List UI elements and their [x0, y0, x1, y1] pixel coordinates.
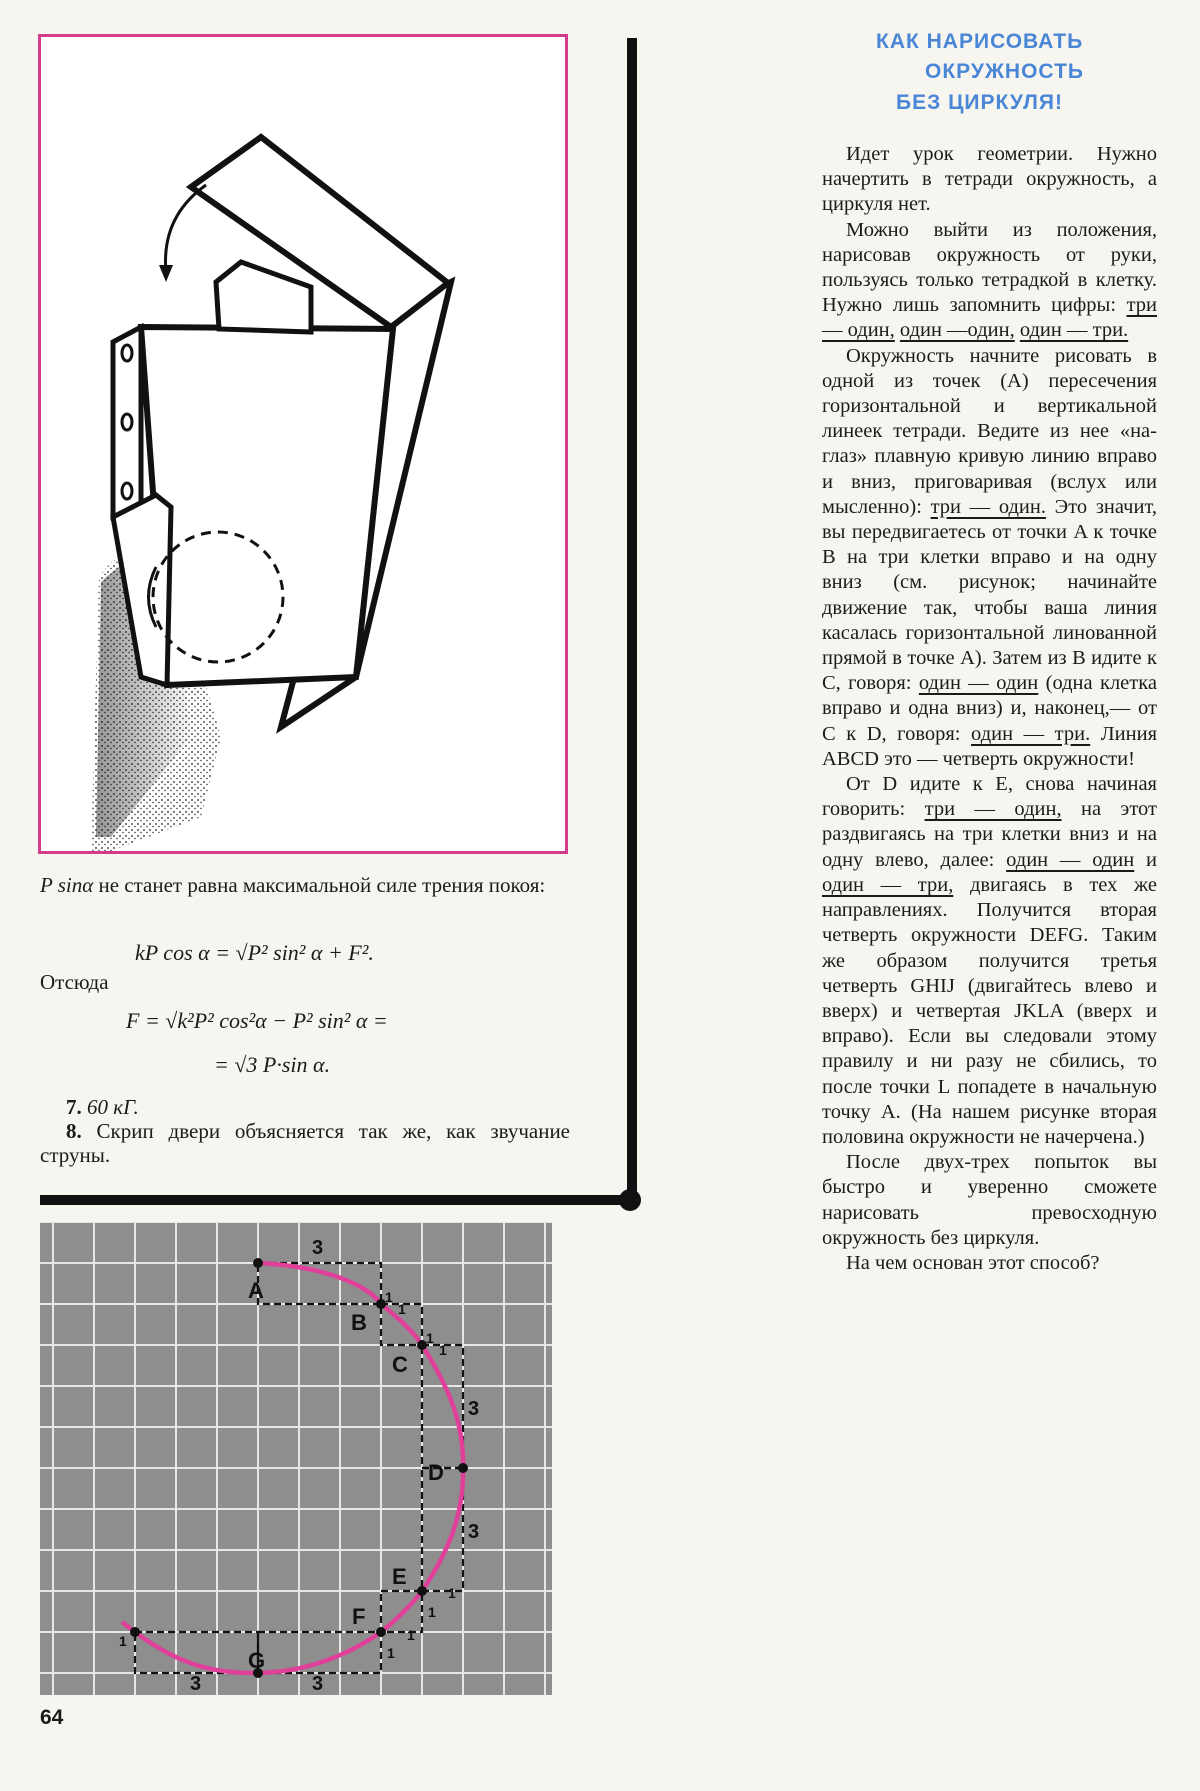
- step-label-ab-1: 1: [385, 1289, 393, 1305]
- label-point-e: E: [392, 1564, 407, 1589]
- step-label-gh-3: 3: [190, 1673, 202, 1695]
- step-label-de-1: 1: [448, 1585, 456, 1601]
- grid-background: [40, 1222, 552, 1695]
- label-point-g: G: [248, 1648, 266, 1673]
- label-point-f: F: [352, 1604, 366, 1629]
- otsyuda-label: Отсюда: [40, 970, 109, 994]
- point-d: [458, 1463, 468, 1473]
- step-label-bc-1a: 1: [398, 1301, 406, 1317]
- label-point-d: D: [428, 1460, 444, 1485]
- rule-phrase-1: три — один,: [822, 294, 1157, 342]
- step-label-fg-3: 3: [312, 1673, 324, 1695]
- article-body: [822, 142, 1157, 1276]
- answer-item-7-number: 7.: [66, 1095, 82, 1119]
- point-e: [417, 1586, 427, 1596]
- divider-dot: [619, 1189, 641, 1211]
- rule-phrase-2: один —один,: [899, 319, 1015, 342]
- page-number: 64: [40, 1706, 64, 1729]
- answer-item-8: [40, 1119, 570, 1167]
- step-label-gh-1: 1: [119, 1633, 127, 1649]
- article-p3-text-c: (одна клетка вправо и одна вниз) и, наконец,— от C к D, говоря:: [822, 672, 1157, 745]
- p3-phrase-3: один — три.: [971, 722, 1091, 745]
- door-hinge-drawing: [41, 37, 565, 851]
- article-paragraph-1: Идет урок геометрии. Нужно начертить в тетради окружность, а циркуля нет.: [822, 143, 1157, 216]
- article-paragraph-4: [822, 772, 1157, 1150]
- formula-3: = √3 P·sin α.: [214, 1052, 331, 1077]
- p3-phrase-2: один — один: [918, 672, 1039, 695]
- article-paragraph-3: [822, 344, 1157, 772]
- formula-2: F = √k²P² cos²α − P² sin² α =: [126, 1008, 388, 1033]
- p3-phrase-1: три — один.: [930, 495, 1046, 518]
- point-f: [376, 1627, 386, 1637]
- article-p3-text-d: Линия ABCD это — четверть окружности!: [822, 722, 1158, 770]
- answers-para1-formula: P sinα: [40, 873, 94, 897]
- rule-phrase-3: один — три.: [1019, 319, 1129, 342]
- article-p4-text-b: на этот раздвигаясь на три клетки вниз и на одну влево, далее:: [822, 798, 1157, 871]
- p4-phrase-3: один — три,: [822, 873, 954, 896]
- circle-grid-svg: [40, 1222, 552, 1695]
- answers-para1: [40, 873, 570, 897]
- point-h: [130, 1627, 140, 1637]
- step-label-ab-3: 3: [312, 1237, 324, 1259]
- step-label-bc-1b: 1: [426, 1330, 434, 1346]
- answer-item-7-text: 60 кГ.: [87, 1095, 139, 1119]
- answer-item-8-text: Скрип двери объясняется так же, как звучание струны.: [40, 1119, 570, 1167]
- step-label-de-3: 3: [468, 1521, 480, 1543]
- answer-item-8-number: 8.: [66, 1119, 82, 1143]
- article-p3-text-b: Это значит, вы передвигаетесь от точки A к точке B на три клетки вправо и на одну вниз (см. рисунок; начинайте движение так, чтобы ваша линия касалась горизонтальной линованной прямой в точке A). Затем из B идите к C, говоря:: [822, 495, 1157, 695]
- p4-phrase-1: три — один,: [924, 798, 1062, 821]
- point-a: [253, 1258, 263, 1268]
- horizontal-divider-rule: [40, 1195, 630, 1205]
- article-p3-text-a: Окружность начните рисовать в одной из точек (A) пересечения горизонтальной и вертикальной линеек тетради. Ведите из нее «на-глаз» плавную кривую линию вправо и вниз, приговаривая (вслух или мысленно):: [822, 344, 1157, 518]
- answer-item-7: [66, 1095, 139, 1119]
- answers-para1-text: не станет равна максимальной силе трения покоя:: [93, 873, 546, 897]
- formula-1: kP cos α = √P² sin² α + F².: [135, 940, 374, 965]
- circle-grid-diagram: [40, 1222, 552, 1695]
- vertical-divider-rule: [627, 38, 637, 1198]
- door-hinge-illustration: [38, 34, 568, 854]
- title-line-2: ОКРУЖНОСТЬ: [925, 60, 1084, 83]
- title-line-3: БЕЗ ЦИРКУЛЯ!: [896, 91, 1063, 114]
- title-line-1: КАК НАРИСОВАТЬ: [876, 30, 1084, 53]
- p4-phrase-2: один — один: [1006, 848, 1135, 871]
- step-label-ef-1a: 1: [428, 1604, 436, 1620]
- article-p4-text-c: и: [1134, 848, 1157, 871]
- label-point-b: B: [351, 1310, 367, 1335]
- article-paragraph-6: На чем основан этот способ?: [846, 1251, 1100, 1274]
- article-p2-text: Можно выйти из положения, нарисовав окружность от руки, пользуясь только тетрадкой в клетку. Нужно лишь запомнить цифры:: [822, 218, 1157, 317]
- article-paragraph-5: После двух-трех попыток вы быстро и уверенно сможете нарисовать превосходную окружность без циркуля.: [822, 1151, 1157, 1249]
- label-point-c: C: [392, 1352, 408, 1377]
- article-p4-text-a: От D идите к E, снова начиная говорить:: [822, 773, 1157, 821]
- article-paragraph-2: [822, 218, 1157, 344]
- article-p4-text-d: двигаясь в тех же направлениях. Получится вторая четверть окружности DEFG. Таким же образом получится третья четверть GHIJ (двигайтесь влево и вверх) и четвертая JKLA (вверх и вправо). Если вы следовали этому правилу и ни разу не сбились, то после точки L попадете в начальную точку A. (На нашем рисунке вторая половина окружности не начерчена.): [822, 873, 1157, 1148]
- step-label-cd-3: 3: [468, 1398, 480, 1420]
- step-label-fg-1: 1: [387, 1645, 395, 1661]
- step-label-cd-1: 1: [439, 1342, 447, 1358]
- step-label-ef-1b: 1: [407, 1627, 415, 1643]
- label-point-a: A: [248, 1278, 264, 1303]
